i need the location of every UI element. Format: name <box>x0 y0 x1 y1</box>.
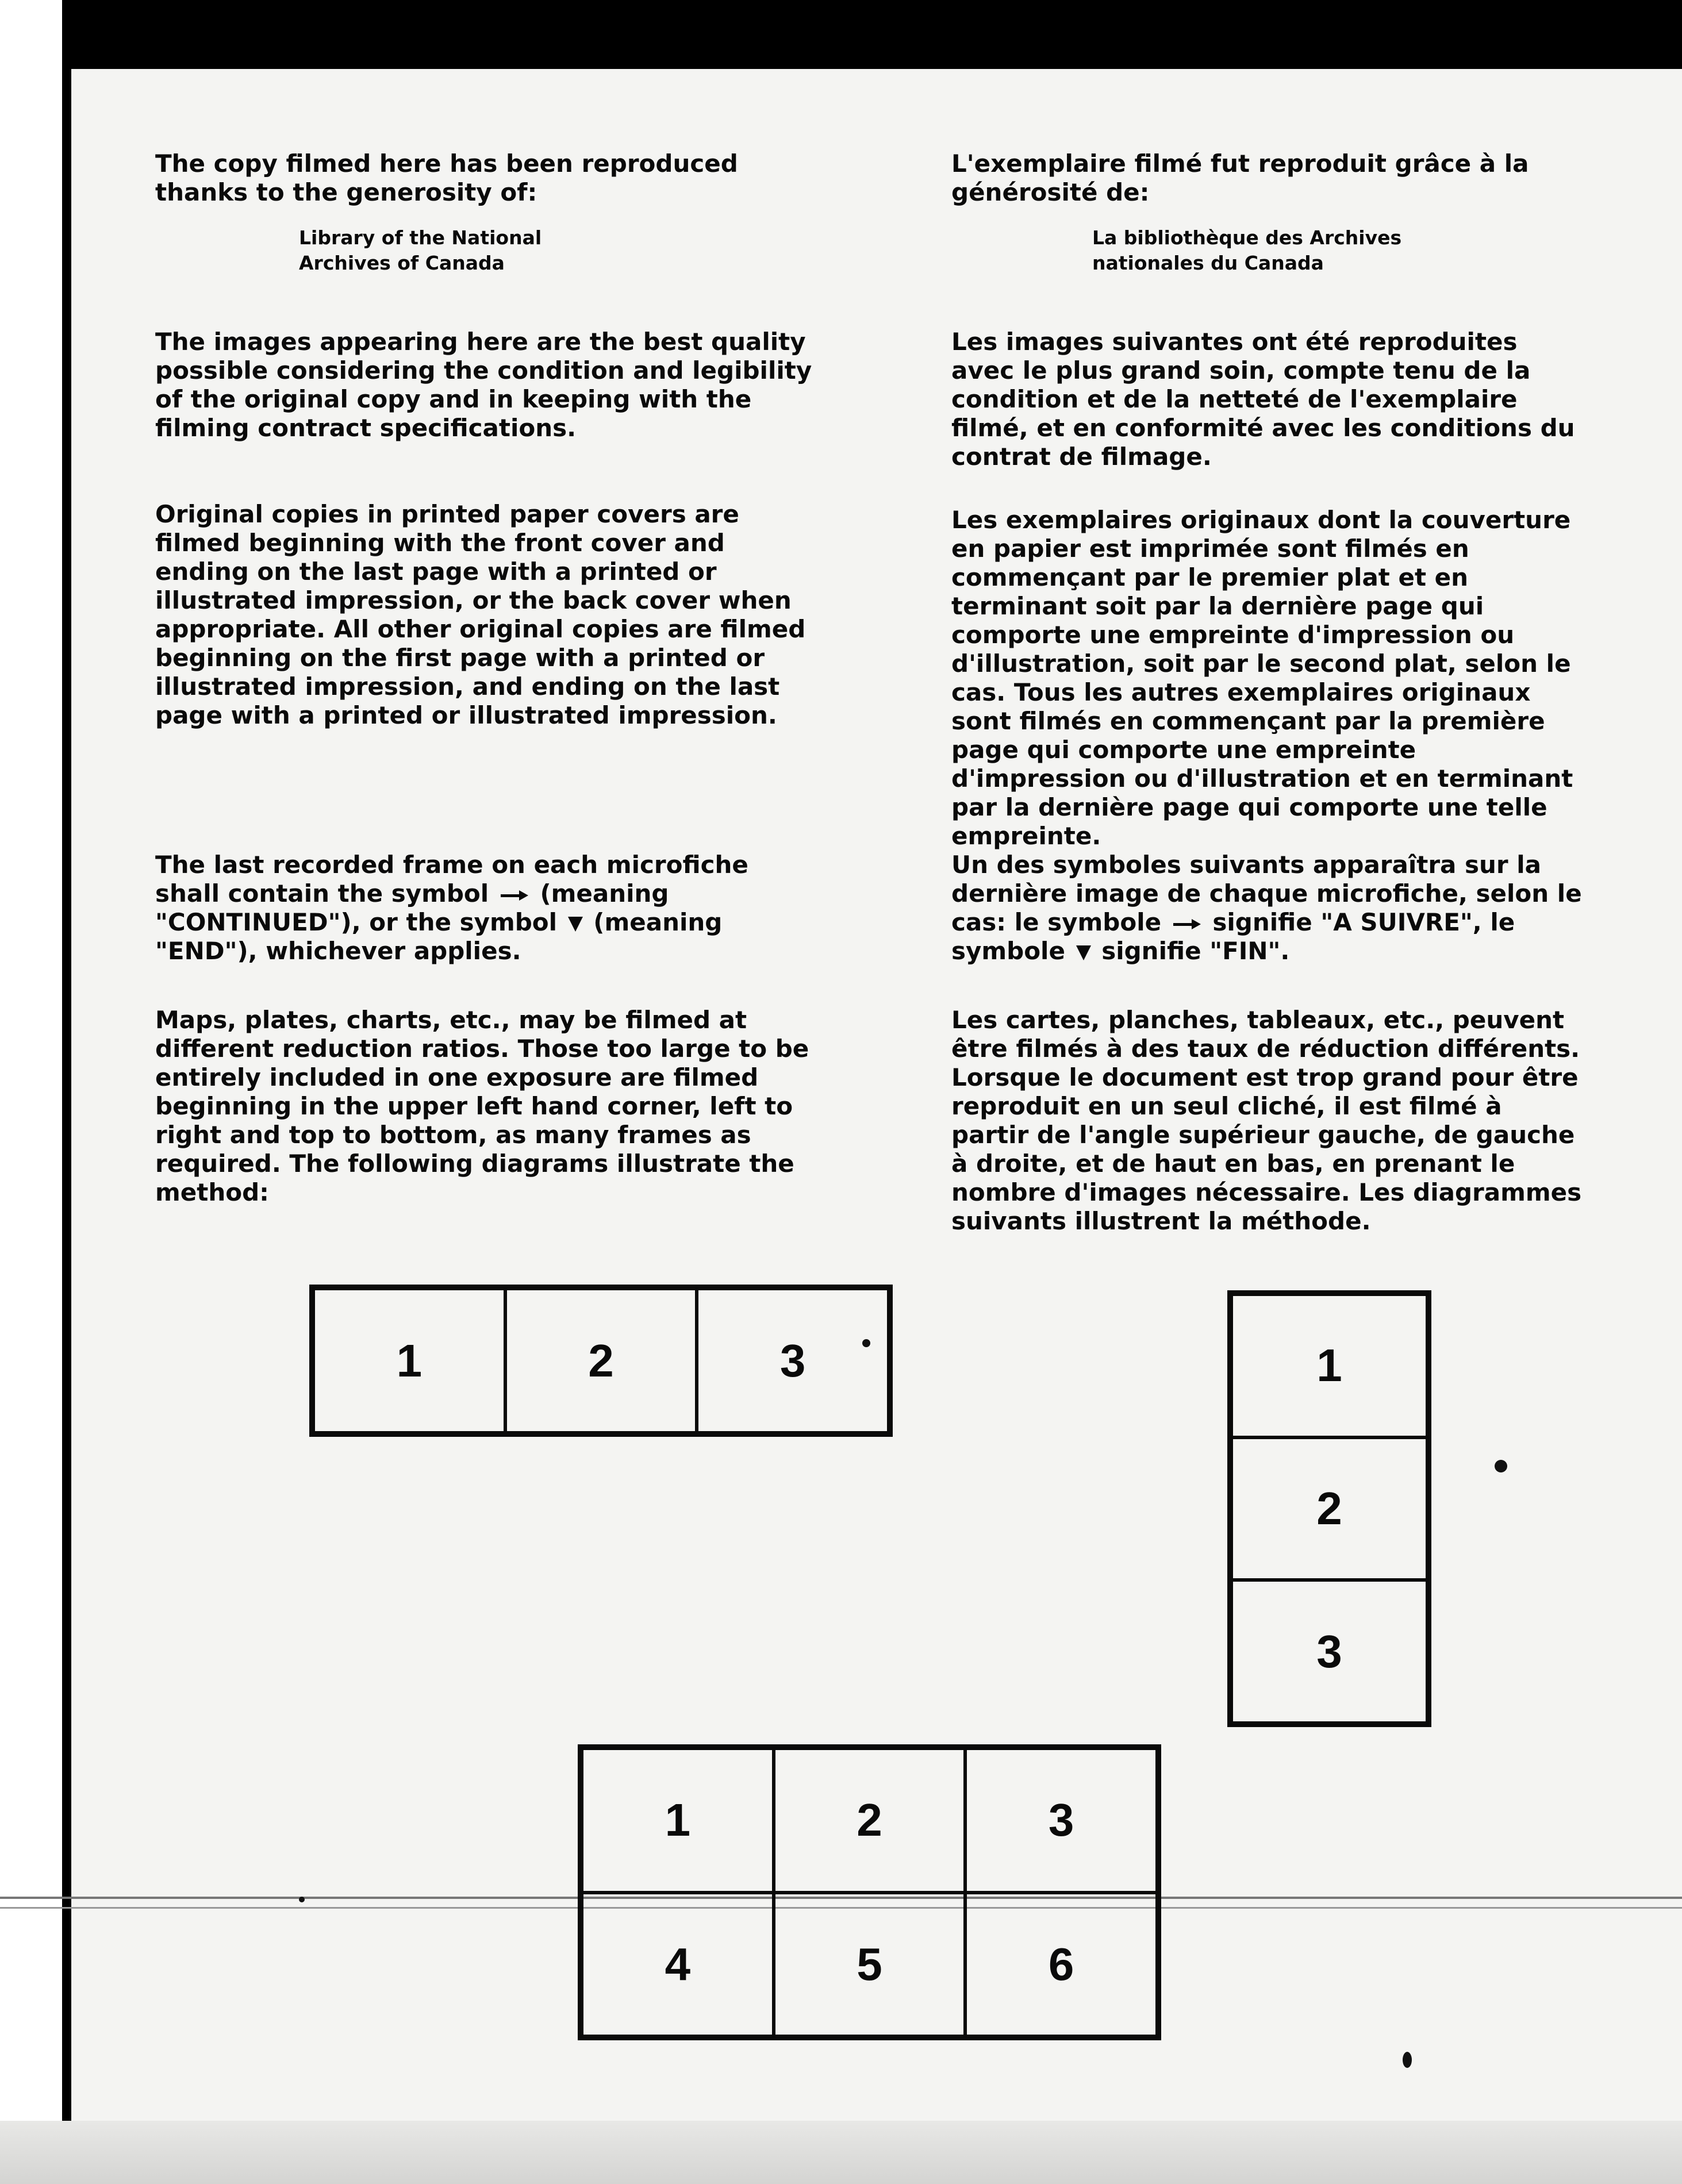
french-library-line1: La bibliothèque des Archives <box>1092 226 1402 249</box>
french-originals: Les exemplaires originaux dont la couverture en papier est imprimée sont filmés en commençant par le premier plat et en terminant soit par la dernière page qui comporte une empreinte d'impression ou d'illustration, soit par le second plat, selon le cas. Tous les autres exemplaires originaux sont filmés en commençant par la première page qui comporte une empreinte d'impression ou d'illustration et en terminant par la dernière page qui comporte une telle empreinte. <box>951 506 1573 850</box>
english-library-line2: Archives of Canada <box>299 252 505 274</box>
french-symbols <box>951 851 1584 966</box>
english-quality: The images appearing here are the best quality possible considering the condition and legibility of the original copy and in keeping with the filming contract specifications. <box>155 328 812 442</box>
continued-arrow-icon <box>501 891 528 899</box>
french-symbols-c: signifie "FIN". <box>1101 937 1290 965</box>
french-maps: Les cartes, planches, tableaux, etc., peuvent être filmés à des taux de réduction différents. Lorsque le document est trop grand pour être reproduit en un seul cliché, il est filmé à partir de l'angle supérieur gauche, de gauche à droite, et de haut en bas, en prenant le nombre d'images nécessaire. Les diagrammes suivants illustrent la méthode. <box>951 1006 1582 1235</box>
film-speck <box>1403 2052 1412 2068</box>
english-symbols-a: The last recorded frame on each microfiche shall contain the symbol <box>155 851 748 908</box>
french-thanks: L'exemplaire filmé fut reproduit grâce à la générosité de: <box>951 149 1529 206</box>
frame-cell: 1 <box>582 1748 774 1893</box>
microfilm-top-border <box>0 0 1682 69</box>
horizontal-frames-diagram <box>309 1285 893 1437</box>
frame-cell: 5 <box>774 1893 966 2037</box>
french-column <box>951 149 1584 1241</box>
frame-cell: 1 <box>1231 1294 1427 1437</box>
frame-cell: 3 <box>965 1748 1157 1893</box>
french-quality: Les images suivantes ont été reproduites avec le plus grand soin, compte tenu de la condition et de la netteté de l'exemplaire filmé, et en conformité avec les conditions du contrat de filmage. <box>951 328 1575 471</box>
english-thanks: The copy filmed here has been reproduced thanks to the generosity of: <box>155 149 738 206</box>
microfilm-left-edge <box>62 63 71 2184</box>
film-speck <box>299 1897 305 1902</box>
frame-cell: 2 <box>1231 1437 1427 1581</box>
english-symbols-c: (meaning "END"), whichever applies. <box>155 908 723 965</box>
end-triangle-icon <box>568 917 583 932</box>
english-maps: Maps, plates, charts, etc., may be filmed at different reduction ratios. Those too large to be entirely included in one exposure are filmed beginning in the upper left hand corner, left to right and top to bottom, as many frames as required. The following diagrams illustrate the method: <box>155 1006 809 1206</box>
french-symbols-a: Un des symboles suivants apparaîtra sur la dernière image de chaque microfiche, selon le cas: le symbole <box>951 851 1582 936</box>
english-originals: Original copies in printed paper covers are filmed beginning with the front cover and ending on the last page with a printed or illustrated impression, or the back cover when appropriate. All other original copies are filmed beginning on the first page with a printed or illustrated impression, and ending on the last page with a printed or illustrated impression. <box>155 500 806 729</box>
frame-cell: 1 <box>313 1289 505 1433</box>
frame-cell: 6 <box>965 1893 1157 2037</box>
film-speck <box>1495 1460 1507 1472</box>
vertical-frames-diagram <box>1227 1290 1431 1727</box>
film-speck <box>862 1339 870 1347</box>
frame-cell: 3 <box>697 1289 889 1433</box>
frame-cell: 2 <box>505 1289 697 1433</box>
frame-cell: 4 <box>582 1893 774 2037</box>
french-library-credit <box>1092 225 1401 276</box>
english-library-credit <box>299 225 542 276</box>
frame-cell: 2 <box>774 1748 966 1893</box>
microfilm-left-margin <box>0 0 62 2184</box>
microfilm-bottom-border <box>0 2121 1682 2184</box>
frame-cell: 3 <box>1231 1580 1427 1723</box>
english-library-line1: Library of the National <box>299 226 542 249</box>
french-symbols-b: signifie "A SUIVRE", le symbole <box>951 908 1515 965</box>
french-library-line2: nationales du Canada <box>1092 252 1324 274</box>
english-symbols-b: (meaning "CONTINUED"), or the symbol <box>155 879 669 936</box>
a-suivre-arrow-icon <box>1173 920 1201 928</box>
english-column <box>155 149 816 1218</box>
fin-triangle-icon <box>1076 945 1091 960</box>
english-symbols <box>155 851 816 966</box>
grid-frames-diagram <box>578 1744 1161 2040</box>
